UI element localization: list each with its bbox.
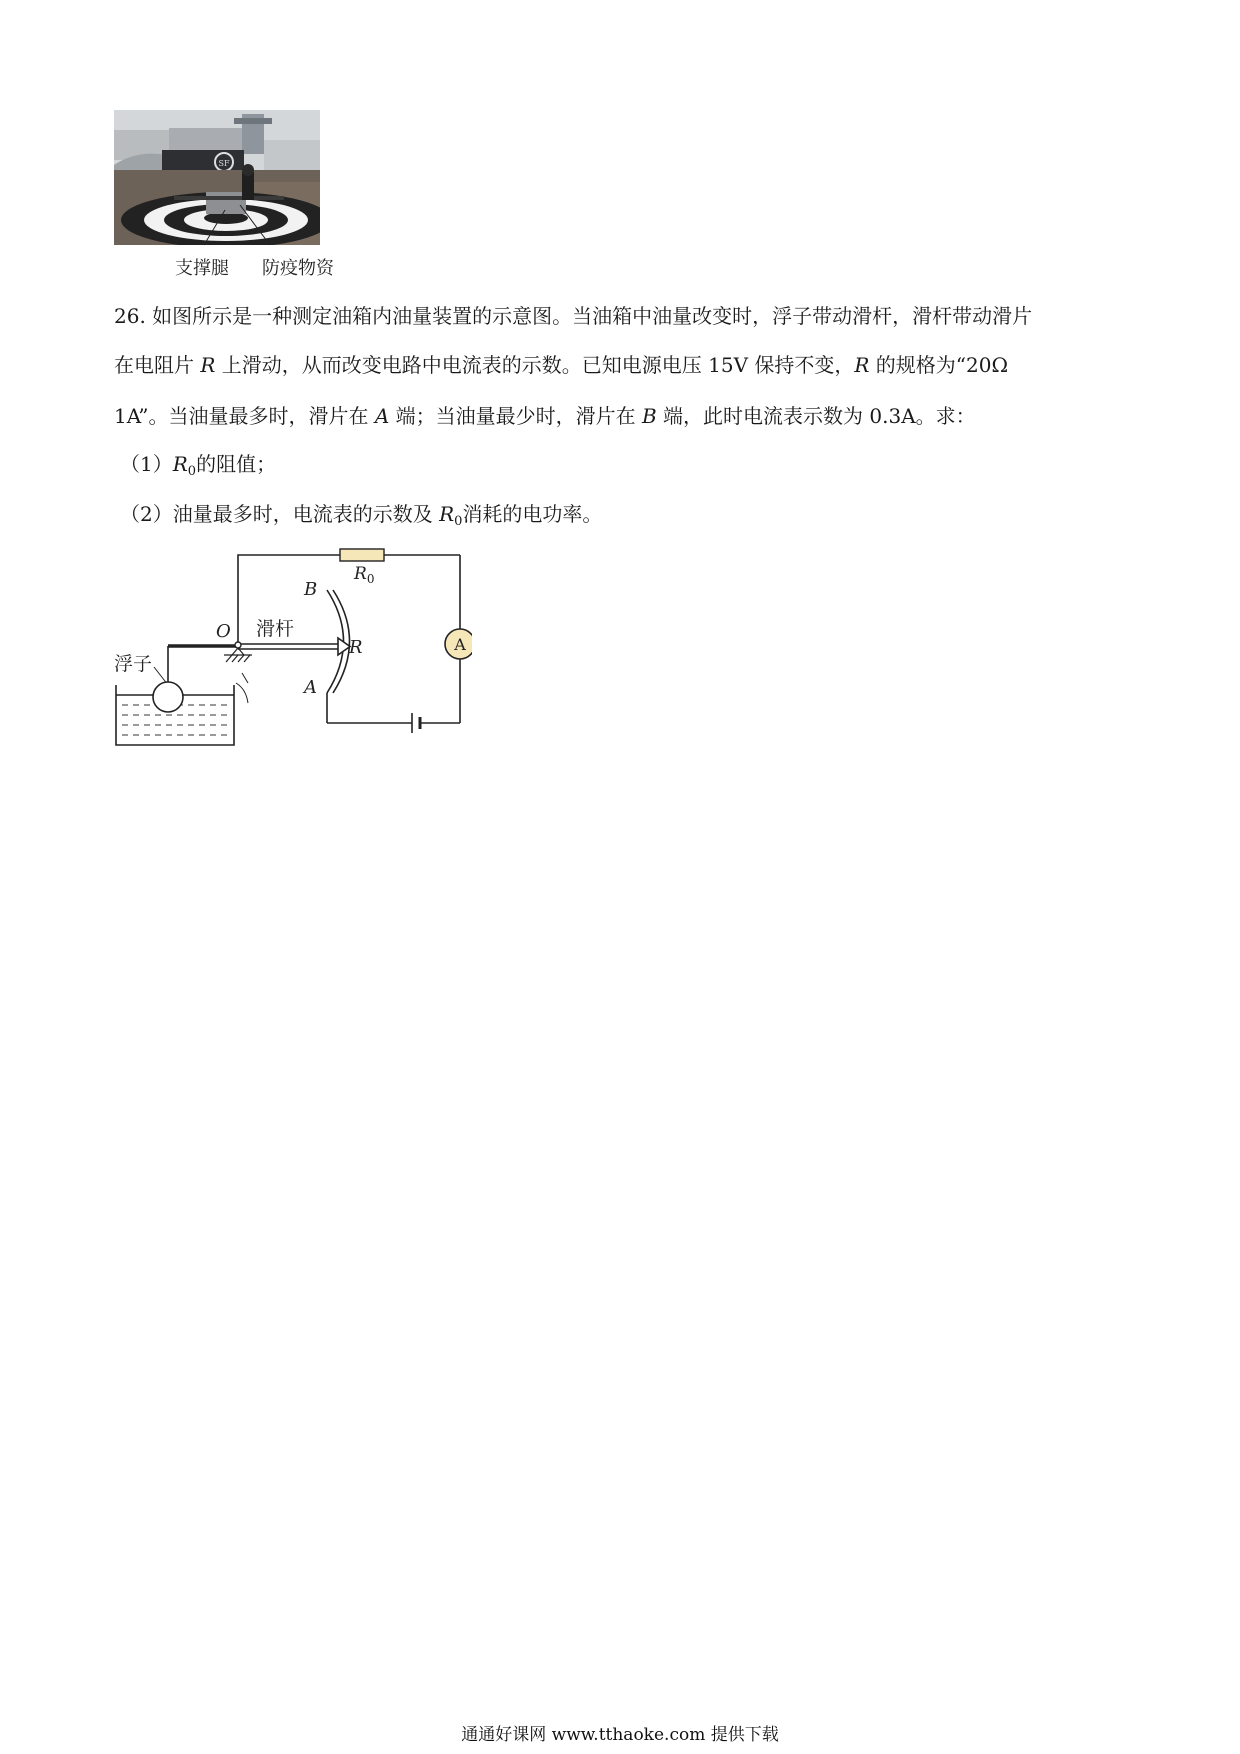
subscript: 0 [454, 514, 463, 529]
sub-question-number: （1） [120, 452, 173, 476]
stem-text: 上滑动，从而改变电路中电流表的示数。已知电源电压 15V 保持不变， [215, 353, 855, 377]
caption-support-leg: 支撑腿 [175, 258, 229, 279]
tank-pipe [236, 683, 248, 703]
label-o: O [216, 621, 231, 642]
question-stem-line-3 [114, 403, 976, 429]
question-stem-line-2 [114, 352, 1008, 378]
truck-logo: SF [218, 159, 230, 168]
symbol-r: R [200, 353, 216, 377]
label-slider-rod: 滑杆 [256, 618, 295, 640]
stem-text: 26. 如图所示是一种测定油箱内油量装置的示意图。当油箱中油量改变时，浮子带动滑杆，滑杆带动滑片 [114, 304, 1033, 328]
stem-text: 端，此时电流表示数为 0.3A。求： [656, 404, 976, 428]
question-stem-line-1 [114, 303, 1032, 329]
label-r0: $R_0$ [354, 564, 375, 586]
symbol-b: B [641, 404, 657, 428]
footer-source: 通通好课网 www.tthaoke.com 提供下载 [461, 1725, 779, 1745]
stem-text: 在电阻片 [114, 353, 201, 377]
symbol-r0: R [439, 502, 455, 526]
pivot-ground [224, 648, 252, 662]
label-a-end: A [304, 677, 317, 698]
stem-text: 1A”。当油量最多时，滑片在 [114, 404, 375, 428]
symbol-a: A [374, 404, 390, 428]
symbol-r: R [854, 353, 870, 377]
caption-pointers [180, 205, 270, 255]
resistor-r0 [340, 549, 384, 561]
label-b-end: B [304, 579, 318, 600]
stem-text: （2）油量最多时，电流表的示数及 [120, 502, 440, 526]
stem-text: 的规格为“20Ω [869, 353, 1009, 377]
stem-text: 端；当油量最少时，滑片在 [389, 404, 642, 428]
label-float: 浮子 [114, 653, 153, 675]
pivot-o [235, 642, 241, 648]
label-r: R [349, 637, 363, 658]
sub-question-1 [120, 451, 276, 477]
caption-supplies: 防疫物资 [262, 258, 334, 279]
oil-gauge-circuit-diagram [112, 545, 472, 765]
float-ball [153, 682, 183, 712]
sub-question-2 [120, 501, 602, 527]
stem-text: 的阻值； [196, 452, 277, 476]
ammeter-label: A [454, 635, 466, 654]
symbol-r0: R [172, 452, 188, 476]
subscript: 0 [187, 464, 197, 479]
stem-text: 消耗的电功率。 [462, 502, 603, 526]
